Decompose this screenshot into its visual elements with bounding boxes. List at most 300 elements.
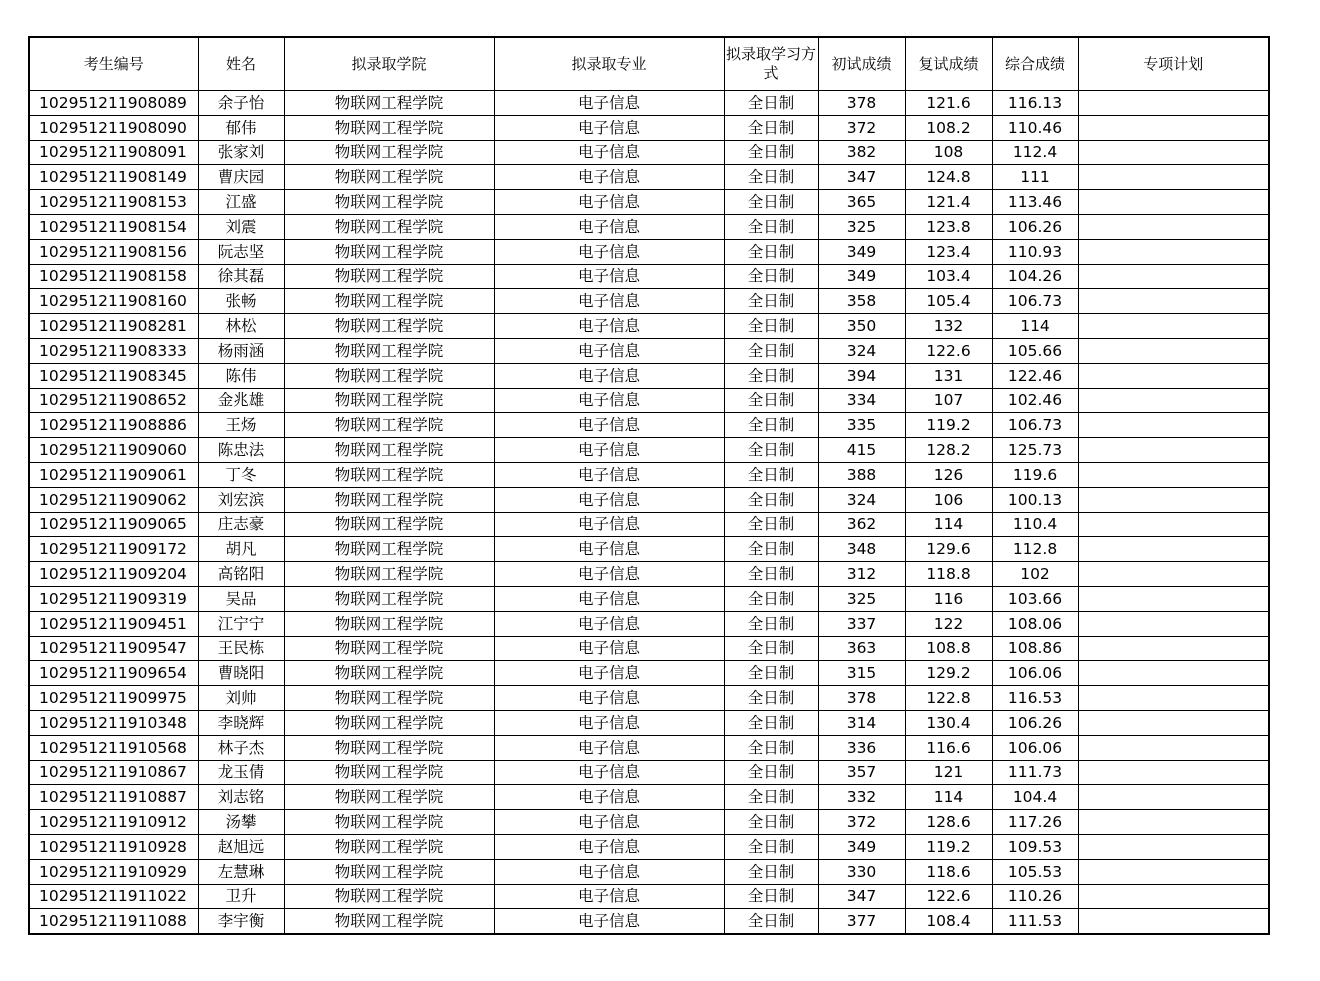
major-cell: 电子信息 — [494, 537, 724, 562]
major-cell: 电子信息 — [494, 834, 724, 859]
name-cell: 金兆雄 — [198, 388, 284, 413]
study-mode-cell: 全日制 — [724, 611, 818, 636]
major-cell: 电子信息 — [494, 487, 724, 512]
major-cell: 电子信息 — [494, 512, 724, 537]
retest-score-cell: 123.8 — [905, 214, 992, 239]
retest-score-cell: 126 — [905, 462, 992, 487]
candidate-id-cell: 102951211909172 — [29, 537, 198, 562]
major-cell: 电子信息 — [494, 388, 724, 413]
study-mode-cell: 全日制 — [724, 438, 818, 463]
major-cell: 电子信息 — [494, 140, 724, 165]
retest-score-cell: 124.8 — [905, 165, 992, 190]
initial-score-cell: 372 — [818, 810, 905, 835]
special-plan-cell — [1078, 562, 1269, 587]
initial-score-cell: 350 — [818, 314, 905, 339]
study-mode-cell: 全日制 — [724, 115, 818, 140]
name-cell: 刘志铭 — [198, 785, 284, 810]
table-row — [29, 909, 1269, 934]
name-cell: 余子怡 — [198, 91, 284, 116]
name-cell: 张畅 — [198, 289, 284, 314]
college-cell: 物联网工程学院 — [284, 884, 494, 909]
candidate-id-cell: 102951211909975 — [29, 686, 198, 711]
retest-score-cell: 114 — [905, 785, 992, 810]
major-cell: 电子信息 — [494, 289, 724, 314]
table-row — [29, 91, 1269, 116]
candidate-id-cell: 102951211908149 — [29, 165, 198, 190]
initial-score-cell: 336 — [818, 735, 905, 760]
college-cell: 物联网工程学院 — [284, 264, 494, 289]
retest-score-cell: 129.6 — [905, 537, 992, 562]
study-mode-cell: 全日制 — [724, 289, 818, 314]
table-row — [29, 785, 1269, 810]
special-plan-cell — [1078, 859, 1269, 884]
college-cell: 物联网工程学院 — [284, 686, 494, 711]
initial-score-cell: 324 — [818, 487, 905, 512]
retest-score-cell: 107 — [905, 388, 992, 413]
initial-score-cell: 388 — [818, 462, 905, 487]
special-plan-cell — [1078, 338, 1269, 363]
major-cell: 电子信息 — [494, 586, 724, 611]
table-row — [29, 239, 1269, 264]
initial-score-cell: 348 — [818, 537, 905, 562]
college-cell: 物联网工程学院 — [284, 834, 494, 859]
retest-score-cell: 122.6 — [905, 338, 992, 363]
special-plan-cell — [1078, 537, 1269, 562]
candidate-id-cell: 102951211910887 — [29, 785, 198, 810]
college-cell: 物联网工程学院 — [284, 462, 494, 487]
major-cell: 电子信息 — [494, 239, 724, 264]
table-row — [29, 512, 1269, 537]
initial-score-cell: 314 — [818, 710, 905, 735]
study-mode-cell: 全日制 — [724, 140, 818, 165]
name-cell: 林松 — [198, 314, 284, 339]
table-row — [29, 710, 1269, 735]
name-cell: 李宇衡 — [198, 909, 284, 934]
study-mode-cell: 全日制 — [724, 735, 818, 760]
major-cell: 电子信息 — [494, 91, 724, 116]
table-row — [29, 562, 1269, 587]
special-plan-cell — [1078, 438, 1269, 463]
special-plan-cell — [1078, 462, 1269, 487]
candidate-id-cell: 102951211908345 — [29, 363, 198, 388]
college-cell: 物联网工程学院 — [284, 115, 494, 140]
header-special-plan: 专项计划 — [1078, 37, 1269, 91]
table-row — [29, 611, 1269, 636]
study-mode-cell: 全日制 — [724, 462, 818, 487]
study-mode-cell: 全日制 — [724, 264, 818, 289]
initial-score-cell: 334 — [818, 388, 905, 413]
total-score-cell: 113.46 — [992, 190, 1078, 215]
table-row — [29, 586, 1269, 611]
college-cell: 物联网工程学院 — [284, 785, 494, 810]
major-cell: 电子信息 — [494, 810, 724, 835]
special-plan-cell — [1078, 140, 1269, 165]
admission-table — [28, 36, 1270, 935]
special-plan-cell — [1078, 487, 1269, 512]
name-cell: 陈忠法 — [198, 438, 284, 463]
special-plan-cell — [1078, 611, 1269, 636]
retest-score-cell: 129.2 — [905, 661, 992, 686]
initial-score-cell: 363 — [818, 636, 905, 661]
candidate-id-cell: 102951211908089 — [29, 91, 198, 116]
table-row — [29, 190, 1269, 215]
candidate-id-cell: 102951211910348 — [29, 710, 198, 735]
total-score-cell: 116.13 — [992, 91, 1078, 116]
special-plan-cell — [1078, 686, 1269, 711]
candidate-id-cell: 102951211909451 — [29, 611, 198, 636]
major-cell: 电子信息 — [494, 884, 724, 909]
major-cell: 电子信息 — [494, 760, 724, 785]
total-score-cell: 119.6 — [992, 462, 1078, 487]
study-mode-cell: 全日制 — [724, 239, 818, 264]
candidate-id-cell: 102951211908090 — [29, 115, 198, 140]
header-name: 姓名 — [198, 37, 284, 91]
total-score-cell: 114 — [992, 314, 1078, 339]
total-score-cell: 116.53 — [992, 686, 1078, 711]
major-cell: 电子信息 — [494, 909, 724, 934]
study-mode-cell: 全日制 — [724, 636, 818, 661]
major-cell: 电子信息 — [494, 190, 724, 215]
total-score-cell: 102.46 — [992, 388, 1078, 413]
candidate-id-cell: 102951211909061 — [29, 462, 198, 487]
initial-score-cell: 378 — [818, 91, 905, 116]
college-cell: 物联网工程学院 — [284, 710, 494, 735]
study-mode-cell: 全日制 — [724, 165, 818, 190]
table-row — [29, 338, 1269, 363]
college-cell: 物联网工程学院 — [284, 388, 494, 413]
table-row — [29, 884, 1269, 909]
special-plan-cell — [1078, 512, 1269, 537]
college-cell: 物联网工程学院 — [284, 810, 494, 835]
total-score-cell: 111.53 — [992, 909, 1078, 934]
name-cell: 赵旭远 — [198, 834, 284, 859]
total-score-cell: 105.66 — [992, 338, 1078, 363]
total-score-cell: 112.8 — [992, 537, 1078, 562]
special-plan-cell — [1078, 388, 1269, 413]
study-mode-cell: 全日制 — [724, 586, 818, 611]
study-mode-cell: 全日制 — [724, 686, 818, 711]
special-plan-cell — [1078, 710, 1269, 735]
retest-score-cell: 122.8 — [905, 686, 992, 711]
candidate-id-cell: 102951211911088 — [29, 909, 198, 934]
retest-score-cell: 108 — [905, 140, 992, 165]
header-retest-score: 复试成绩 — [905, 37, 992, 91]
retest-score-cell: 122.6 — [905, 884, 992, 909]
study-mode-cell: 全日制 — [724, 338, 818, 363]
total-score-cell: 106.06 — [992, 735, 1078, 760]
name-cell: 杨雨涵 — [198, 338, 284, 363]
college-cell: 物联网工程学院 — [284, 760, 494, 785]
name-cell: 王民栋 — [198, 636, 284, 661]
college-cell: 物联网工程学院 — [284, 487, 494, 512]
study-mode-cell: 全日制 — [724, 562, 818, 587]
special-plan-cell — [1078, 413, 1269, 438]
retest-score-cell: 116 — [905, 586, 992, 611]
college-cell: 物联网工程学院 — [284, 363, 494, 388]
initial-score-cell: 362 — [818, 512, 905, 537]
name-cell: 陈伟 — [198, 363, 284, 388]
college-cell: 物联网工程学院 — [284, 636, 494, 661]
initial-score-cell: 335 — [818, 413, 905, 438]
table-row — [29, 413, 1269, 438]
retest-score-cell: 103.4 — [905, 264, 992, 289]
header-total-score: 综合成绩 — [992, 37, 1078, 91]
initial-score-cell: 394 — [818, 363, 905, 388]
candidate-id-cell: 102951211910867 — [29, 760, 198, 785]
retest-score-cell: 106 — [905, 487, 992, 512]
major-cell: 电子信息 — [494, 338, 724, 363]
study-mode-cell: 全日制 — [724, 512, 818, 537]
retest-score-cell: 114 — [905, 512, 992, 537]
special-plan-cell — [1078, 834, 1269, 859]
table-row — [29, 289, 1269, 314]
study-mode-cell: 全日制 — [724, 661, 818, 686]
name-cell: 江宁宁 — [198, 611, 284, 636]
initial-score-cell: 347 — [818, 165, 905, 190]
total-score-cell: 117.26 — [992, 810, 1078, 835]
college-cell: 物联网工程学院 — [284, 165, 494, 190]
table-body — [29, 91, 1269, 935]
retest-score-cell: 108.8 — [905, 636, 992, 661]
major-cell: 电子信息 — [494, 115, 724, 140]
special-plan-cell — [1078, 115, 1269, 140]
special-plan-cell — [1078, 810, 1269, 835]
candidate-id-cell: 102951211908156 — [29, 239, 198, 264]
college-cell: 物联网工程学院 — [284, 214, 494, 239]
total-score-cell: 110.4 — [992, 512, 1078, 537]
initial-score-cell: 378 — [818, 686, 905, 711]
college-cell: 物联网工程学院 — [284, 289, 494, 314]
college-cell: 物联网工程学院 — [284, 537, 494, 562]
initial-score-cell: 415 — [818, 438, 905, 463]
table-row — [29, 810, 1269, 835]
header-candidate-id: 考生编号 — [29, 37, 198, 91]
study-mode-cell: 全日制 — [724, 537, 818, 562]
table-row — [29, 140, 1269, 165]
study-mode-cell: 全日制 — [724, 785, 818, 810]
initial-score-cell: 365 — [818, 190, 905, 215]
total-score-cell: 110.26 — [992, 884, 1078, 909]
total-score-cell: 106.73 — [992, 413, 1078, 438]
study-mode-cell: 全日制 — [724, 388, 818, 413]
header-major: 拟录取专业 — [494, 37, 724, 91]
study-mode-cell: 全日制 — [724, 884, 818, 909]
retest-score-cell: 116.6 — [905, 735, 992, 760]
total-score-cell: 112.4 — [992, 140, 1078, 165]
name-cell: 林子杰 — [198, 735, 284, 760]
special-plan-cell — [1078, 785, 1269, 810]
retest-score-cell: 121.4 — [905, 190, 992, 215]
special-plan-cell — [1078, 760, 1269, 785]
initial-score-cell: 357 — [818, 760, 905, 785]
retest-score-cell: 118.6 — [905, 859, 992, 884]
major-cell: 电子信息 — [494, 785, 724, 810]
retest-score-cell: 108.4 — [905, 909, 992, 934]
total-score-cell: 111.73 — [992, 760, 1078, 785]
candidate-id-cell: 102951211908091 — [29, 140, 198, 165]
table-row — [29, 165, 1269, 190]
special-plan-cell — [1078, 165, 1269, 190]
candidate-id-cell: 102951211910912 — [29, 810, 198, 835]
table-row — [29, 314, 1269, 339]
college-cell: 物联网工程学院 — [284, 512, 494, 537]
total-score-cell: 122.46 — [992, 363, 1078, 388]
name-cell: 高铭阳 — [198, 562, 284, 587]
major-cell: 电子信息 — [494, 165, 724, 190]
candidate-id-cell: 102951211911022 — [29, 884, 198, 909]
total-score-cell: 105.53 — [992, 859, 1078, 884]
major-cell: 电子信息 — [494, 214, 724, 239]
name-cell: 徐其磊 — [198, 264, 284, 289]
table-row — [29, 686, 1269, 711]
name-cell: 龙玉倩 — [198, 760, 284, 785]
candidate-id-cell: 102951211909065 — [29, 512, 198, 537]
total-score-cell: 106.73 — [992, 289, 1078, 314]
name-cell: 刘帅 — [198, 686, 284, 711]
special-plan-cell — [1078, 661, 1269, 686]
major-cell: 电子信息 — [494, 710, 724, 735]
special-plan-cell — [1078, 91, 1269, 116]
college-cell: 物联网工程学院 — [284, 611, 494, 636]
header-college: 拟录取学院 — [284, 37, 494, 91]
special-plan-cell — [1078, 363, 1269, 388]
study-mode-cell: 全日制 — [724, 487, 818, 512]
initial-score-cell: 330 — [818, 859, 905, 884]
total-score-cell: 108.86 — [992, 636, 1078, 661]
study-mode-cell: 全日制 — [724, 810, 818, 835]
candidate-id-cell: 102951211908886 — [29, 413, 198, 438]
name-cell: 卫升 — [198, 884, 284, 909]
special-plan-cell — [1078, 314, 1269, 339]
initial-score-cell: 337 — [818, 611, 905, 636]
special-plan-cell — [1078, 586, 1269, 611]
initial-score-cell: 325 — [818, 586, 905, 611]
college-cell: 物联网工程学院 — [284, 140, 494, 165]
table-row — [29, 537, 1269, 562]
retest-score-cell: 128.6 — [905, 810, 992, 835]
retest-score-cell: 119.2 — [905, 413, 992, 438]
total-score-cell: 108.06 — [992, 611, 1078, 636]
college-cell: 物联网工程学院 — [284, 735, 494, 760]
college-cell: 物联网工程学院 — [284, 661, 494, 686]
retest-score-cell: 123.4 — [905, 239, 992, 264]
college-cell: 物联网工程学院 — [284, 859, 494, 884]
candidate-id-cell: 102951211908154 — [29, 214, 198, 239]
retest-score-cell: 108.2 — [905, 115, 992, 140]
header-row — [29, 37, 1269, 91]
initial-score-cell: 325 — [818, 214, 905, 239]
total-score-cell: 104.26 — [992, 264, 1078, 289]
name-cell: 胡凡 — [198, 537, 284, 562]
retest-score-cell: 119.2 — [905, 834, 992, 859]
major-cell: 电子信息 — [494, 562, 724, 587]
name-cell: 曹晓阳 — [198, 661, 284, 686]
table-row — [29, 214, 1269, 239]
candidate-id-cell: 102951211908153 — [29, 190, 198, 215]
table-row — [29, 115, 1269, 140]
study-mode-cell: 全日制 — [724, 91, 818, 116]
college-cell: 物联网工程学院 — [284, 562, 494, 587]
total-score-cell: 104.4 — [992, 785, 1078, 810]
major-cell: 电子信息 — [494, 611, 724, 636]
table-row — [29, 487, 1269, 512]
candidate-id-cell: 102951211910928 — [29, 834, 198, 859]
study-mode-cell: 全日制 — [724, 909, 818, 934]
special-plan-cell — [1078, 909, 1269, 934]
special-plan-cell — [1078, 735, 1269, 760]
retest-score-cell: 121 — [905, 760, 992, 785]
initial-score-cell: 312 — [818, 562, 905, 587]
table-row — [29, 859, 1269, 884]
table-row — [29, 834, 1269, 859]
table-row — [29, 760, 1269, 785]
total-score-cell: 110.46 — [992, 115, 1078, 140]
study-mode-cell: 全日制 — [724, 413, 818, 438]
retest-score-cell: 128.2 — [905, 438, 992, 463]
table-row — [29, 735, 1269, 760]
major-cell: 电子信息 — [494, 661, 724, 686]
name-cell: 李晓辉 — [198, 710, 284, 735]
name-cell: 张家刘 — [198, 140, 284, 165]
total-score-cell: 125.73 — [992, 438, 1078, 463]
study-mode-cell: 全日制 — [724, 314, 818, 339]
college-cell: 物联网工程学院 — [284, 314, 494, 339]
initial-score-cell: 349 — [818, 834, 905, 859]
header-initial-score: 初试成绩 — [818, 37, 905, 91]
name-cell: 王炀 — [198, 413, 284, 438]
study-mode-cell: 全日制 — [724, 363, 818, 388]
major-cell: 电子信息 — [494, 413, 724, 438]
college-cell: 物联网工程学院 — [284, 91, 494, 116]
candidate-id-cell: 102951211909060 — [29, 438, 198, 463]
college-cell: 物联网工程学院 — [284, 909, 494, 934]
candidate-id-cell: 102951211910929 — [29, 859, 198, 884]
total-score-cell: 110.93 — [992, 239, 1078, 264]
candidate-id-cell: 102951211909319 — [29, 586, 198, 611]
college-cell: 物联网工程学院 — [284, 239, 494, 264]
table-row — [29, 661, 1269, 686]
college-cell: 物联网工程学院 — [284, 338, 494, 363]
retest-score-cell: 122 — [905, 611, 992, 636]
table-row — [29, 636, 1269, 661]
candidate-id-cell: 102951211909547 — [29, 636, 198, 661]
retest-score-cell: 121.6 — [905, 91, 992, 116]
candidate-id-cell: 102951211910568 — [29, 735, 198, 760]
total-score-cell: 102 — [992, 562, 1078, 587]
total-score-cell: 106.26 — [992, 214, 1078, 239]
name-cell: 庄志豪 — [198, 512, 284, 537]
college-cell: 物联网工程学院 — [284, 586, 494, 611]
name-cell: 汤攀 — [198, 810, 284, 835]
major-cell: 电子信息 — [494, 314, 724, 339]
initial-score-cell: 377 — [818, 909, 905, 934]
initial-score-cell: 324 — [818, 338, 905, 363]
total-score-cell: 106.26 — [992, 710, 1078, 735]
candidate-id-cell: 102951211908652 — [29, 388, 198, 413]
name-cell: 左慧琳 — [198, 859, 284, 884]
total-score-cell: 111 — [992, 165, 1078, 190]
retest-score-cell: 105.4 — [905, 289, 992, 314]
candidate-id-cell: 102951211908158 — [29, 264, 198, 289]
major-cell: 电子信息 — [494, 363, 724, 388]
initial-score-cell: 315 — [818, 661, 905, 686]
name-cell: 刘震 — [198, 214, 284, 239]
initial-score-cell: 349 — [818, 264, 905, 289]
total-score-cell: 100.13 — [992, 487, 1078, 512]
study-mode-cell: 全日制 — [724, 834, 818, 859]
candidate-id-cell: 102951211908281 — [29, 314, 198, 339]
initial-score-cell: 382 — [818, 140, 905, 165]
